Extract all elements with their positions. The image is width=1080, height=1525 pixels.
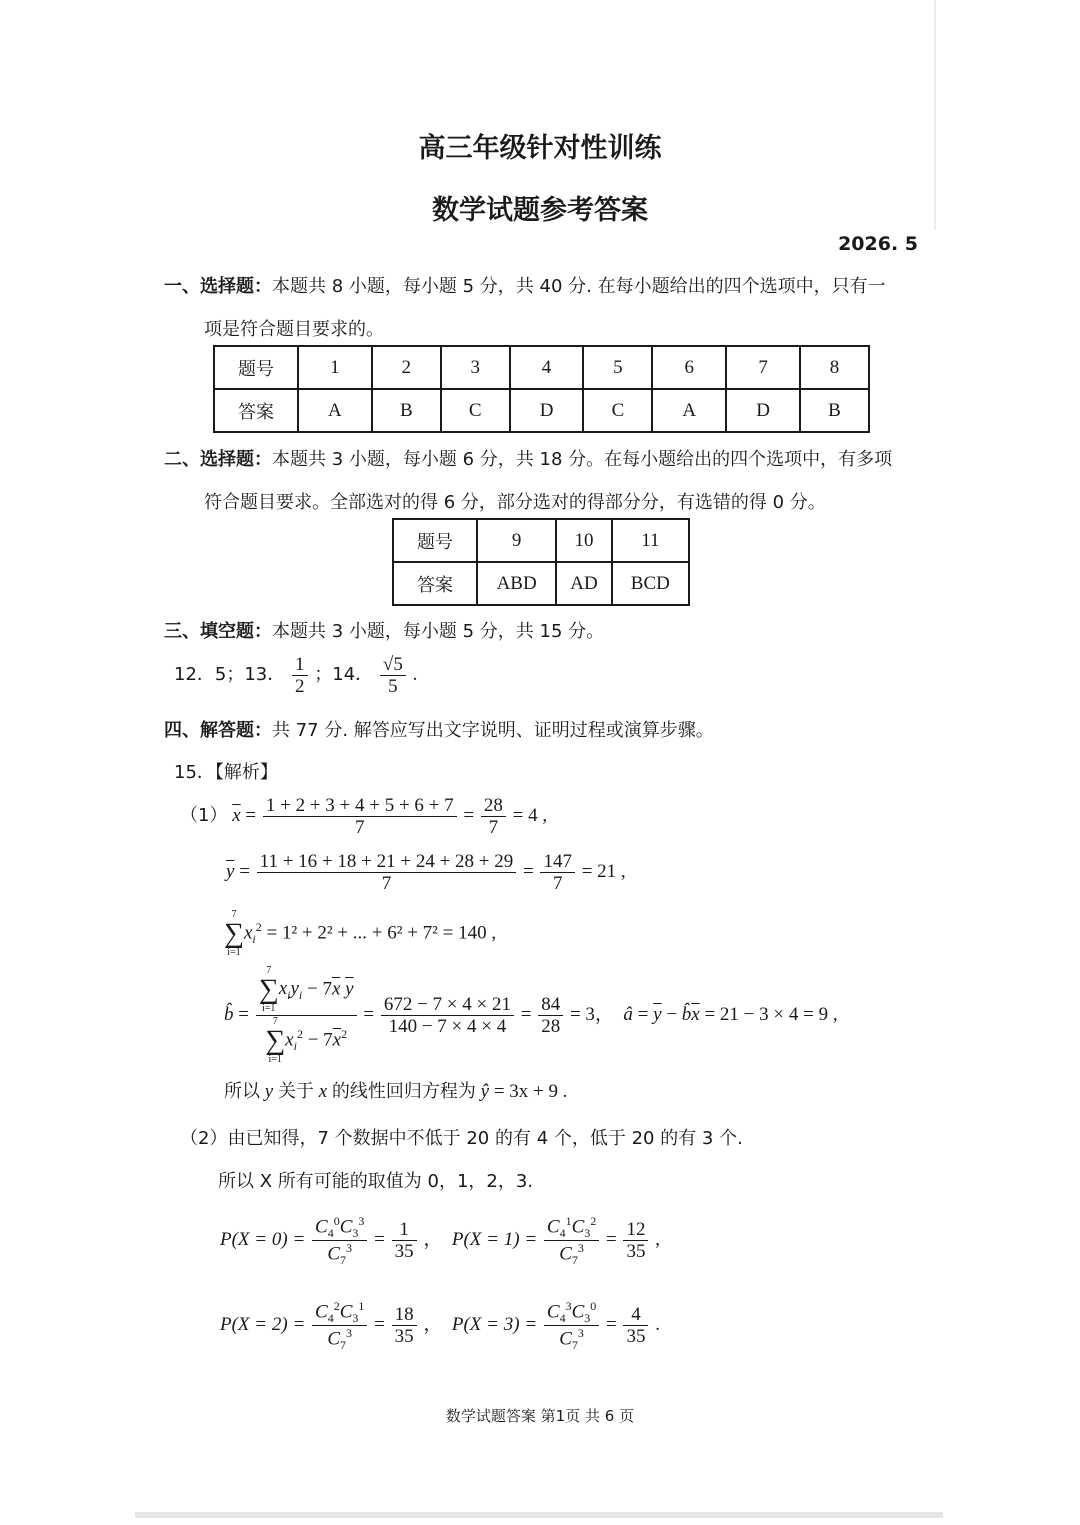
fraction-denominator: 7	[381, 873, 392, 894]
answer-end-period: .	[412, 663, 418, 685]
fraction-numerator: 28	[481, 795, 506, 817]
regression-text-a: 所以	[224, 1081, 260, 1102]
q15-label: 15．【解析】	[174, 762, 278, 783]
table-cell: 10	[556, 519, 611, 562]
table-header-answer: 答案	[393, 562, 477, 605]
section2-text1: 本题共 3 小题，每小题 6 分，共 18 分。在每小题给出的四个选项中，有多项	[272, 449, 893, 470]
fraction-denominator: 35	[626, 1326, 646, 1348]
regression-statement: 所以 y 关于 x 的线性回归方程为 ŷ = 3x + 9 .	[224, 1081, 568, 1102]
ybar-fraction-simplified	[540, 851, 575, 894]
xbar-fraction-simplified	[481, 795, 506, 838]
table-row	[214, 389, 869, 432]
sum-squares-equation: 7 ∑ i=1 $x_i^2 = 1^2 + 2^2$ + ... + 6² + 7² = 140 ,	[224, 909, 497, 958]
section1-heading: 一、选择题：	[164, 276, 272, 297]
bhat-formula-fraction: 7 ∑ i=1 $x_iy_i - 7\overline{x}$ $\overline{y}$ 7 ∑ i=1 $x_i^2 - 7\overline{x}^2$	[256, 965, 357, 1066]
page-footer: 数学试题答案 第1页 共 6 页	[445, 1407, 635, 1425]
fraction-numerator: 1	[392, 1219, 417, 1241]
part2-text: （2）由已知得，7 个数据中不低于 20 的有 4 个，低于 20 的有 3 个.	[180, 1128, 743, 1149]
part1-label: （1）	[180, 804, 228, 826]
section1-text2: 项是符合题目要求的。	[204, 319, 384, 340]
fraction-numerator: 4	[623, 1304, 648, 1326]
sum-squares-result: = 1² + 2² + ... + 6² + 7² = 140 ,	[266, 922, 497, 944]
p3-combination-fraction: $\frac{C_4^3C_3^0}{C_7^3}$	[544, 1299, 599, 1352]
p1-result-fraction	[623, 1219, 648, 1262]
regression-equation: = 3x + 9 .	[493, 1081, 568, 1102]
fraction-numerator: √5	[380, 654, 406, 676]
section3-line	[164, 617, 604, 643]
section3-text: 本题共 3 小题，每小题 5 分，共 15 分。	[272, 621, 605, 642]
section1-text1: 本题共 8 小题，每小题 5 分，共 40 分. 在每小题给出的四个选项中，只有一	[272, 276, 886, 297]
bhat-result: = 3，	[569, 1003, 614, 1025]
section1-answer-table	[213, 345, 870, 433]
table-cell: 4	[510, 346, 584, 389]
table-cell: B	[372, 389, 441, 432]
fraction-denominator: 5	[388, 676, 398, 697]
table-cell: 8	[800, 346, 869, 389]
fraction-numerator: 12	[623, 1219, 648, 1241]
table-cell: C	[583, 389, 652, 432]
table-row	[214, 346, 869, 389]
section2-heading: 二、选择题：	[164, 449, 272, 470]
answer-12-13-prefix: 12．5；13．	[174, 663, 286, 685]
fraction-numerator: 1 + 2 + 3 + 4 + 5 + 6 + 7	[263, 795, 457, 817]
bhat-numeric-fraction	[381, 994, 514, 1037]
table-cell: 7	[726, 346, 800, 389]
page-title: 高三年级针对性训练	[418, 133, 662, 164]
fraction-numerator: 1	[292, 654, 308, 676]
table-header-question: 题号	[393, 519, 477, 562]
fraction-denominator: 7	[488, 817, 499, 838]
fraction-numerator: 11 + 16 + 18 + 21 + 24 + 28 + 29	[257, 851, 517, 873]
probability-line-2: P(X = 2) = $\frac{C_4^2C_3^1}{C_7^3}$ = $\frac{18}{35}$ ， P(X = 3) = $\frac{C_4^3C_3^0}{C_7^3}$ = $\frac{4}{35}$ .	[220, 1299, 660, 1353]
table-cell: 9	[477, 519, 556, 562]
paper-edge-bottom	[135, 1512, 943, 1518]
section3-heading: 三、填空题：	[164, 621, 272, 642]
section4-text: 共 77 分. 解答应写出文字说明、证明过程或演算步骤。	[272, 720, 714, 741]
table-cell: 5	[583, 346, 652, 389]
xbar-result: = 4 ,	[512, 804, 548, 826]
regression-text-b: 关于	[277, 1081, 314, 1102]
ybar-result: = 21 ,	[581, 860, 626, 882]
section1-line1	[164, 272, 886, 298]
p0-label: P(X = 0) =	[220, 1228, 306, 1250]
probability-line-1: P(X = 0) = $\frac{C_4^0C_3^3}{C_7^3}$ = $\frac{1}{35}$ ， P(X = 1) = $\frac{C_4^1C_3^2}{C_7^3}$ = $\frac{12}{35}$ ,	[220, 1214, 660, 1268]
fraction-denominator: 2	[295, 676, 305, 697]
p3-result-fraction	[623, 1304, 648, 1347]
table-row	[393, 519, 689, 562]
table-cell: B	[800, 389, 869, 432]
fraction-denominator: 35	[394, 1241, 414, 1263]
fraction-denominator: 35	[394, 1326, 414, 1348]
ybar-equation: $\overline{y}$ = $\frac{11 + 16 + 18 + 21 + 24 + 28 + 29}{7}$ = $\frac{147}{7}$ = 21 ,	[226, 851, 626, 894]
p2-combination-fraction: $\frac{C_4^2C_3^1}{C_7^3}$	[312, 1299, 367, 1352]
p2-result-fraction	[392, 1304, 417, 1347]
fraction-denominator: 28	[541, 1016, 561, 1037]
page-subtitle: 数学试题参考答案	[432, 195, 648, 226]
fraction-denominator: 35	[626, 1241, 646, 1263]
p0-combination-fraction: $\frac{C_4^0C_3^3}{C_7^3}$	[312, 1214, 367, 1267]
p1-label: P(X = 1) =	[451, 1228, 538, 1250]
regression-text-c: 的线性回归方程为	[331, 1081, 476, 1102]
table-cell: BCD	[612, 562, 689, 605]
answer-13-fraction	[292, 654, 308, 697]
ybar-fraction	[257, 851, 517, 894]
ahat-result: = 21 − 3 × 4 = 9 ,	[704, 1003, 838, 1025]
table-cell: D	[510, 389, 584, 432]
bhat-simplified-fraction	[538, 994, 563, 1037]
part2-values: 所以 X 所有可能的取值为 0，1，2，3.	[218, 1171, 534, 1192]
fraction-numerator: 84	[538, 994, 563, 1016]
section4-heading: 四、解答题：	[164, 720, 272, 741]
table-cell: C	[441, 389, 510, 432]
section4-line	[164, 716, 714, 742]
table-cell: 3	[441, 346, 510, 389]
table-cell: 2	[372, 346, 441, 389]
p2-label: P(X = 2) =	[220, 1313, 306, 1335]
p1-combination-fraction: $\frac{C_4^1C_3^2}{C_7^3}$	[544, 1214, 599, 1267]
table-header-answer: 答案	[214, 389, 298, 432]
fraction-numerator: 18	[392, 1304, 417, 1326]
table-cell: 11	[612, 519, 689, 562]
fill-in-answers	[174, 654, 417, 697]
fraction-numerator: 672 − 7 × 4 × 21	[381, 994, 514, 1016]
table-cell: A	[652, 389, 726, 432]
table-cell: 6	[652, 346, 726, 389]
exam-date: 2026. 5	[838, 233, 918, 255]
fraction-denominator: 7	[355, 817, 365, 838]
section2-text2: 符合题目要求。全部选对的得 6 分，部分选对的得部分分，有选错的得 0 分。	[204, 492, 826, 513]
table-header-question: 题号	[214, 346, 298, 389]
table-cell: AD	[556, 562, 611, 605]
table-cell: A	[298, 389, 372, 432]
table-cell: ABD	[477, 562, 556, 605]
fraction-numerator: 147	[540, 851, 575, 873]
answer-14-fraction	[380, 654, 406, 697]
xbar-equation: （1） $\overline{x}$ = $\frac{1 + 2 + 3 + 4 + 5 + 6 + 7}{7}$ = $\frac{28}{7}$ = 4 ,	[180, 795, 548, 838]
answer-14-prefix: ；14．	[314, 663, 374, 685]
p0-result-fraction	[392, 1219, 417, 1262]
table-cell: D	[726, 389, 800, 432]
section2-line1	[164, 445, 892, 471]
fraction-denominator: 7	[552, 873, 563, 894]
fraction-denominator: 140 − 7 × 4 × 4	[388, 1016, 507, 1037]
section2-answer-table	[392, 518, 690, 606]
p3-label: P(X = 3) =	[451, 1313, 538, 1335]
table-cell: 1	[298, 346, 372, 389]
table-row	[393, 562, 689, 605]
xbar-fraction	[263, 795, 457, 838]
bhat-equation: b̂ = 7 ∑ i=1 $x_iy_i - 7\overline{x}$ $\overline{y}$ 7 ∑ i=1 $x_i^2 - 7\overline{x}^2$ = $\frac{672 - 7 \times 4 \times 21}{140 - 7 \times 4 \times 4}$ = $\frac{84}{28}$ = 3， â = $\overline{y}$ − $b̂\overline{x} = 21 - 3 \times 4 = 9$ ,	[224, 965, 838, 1065]
